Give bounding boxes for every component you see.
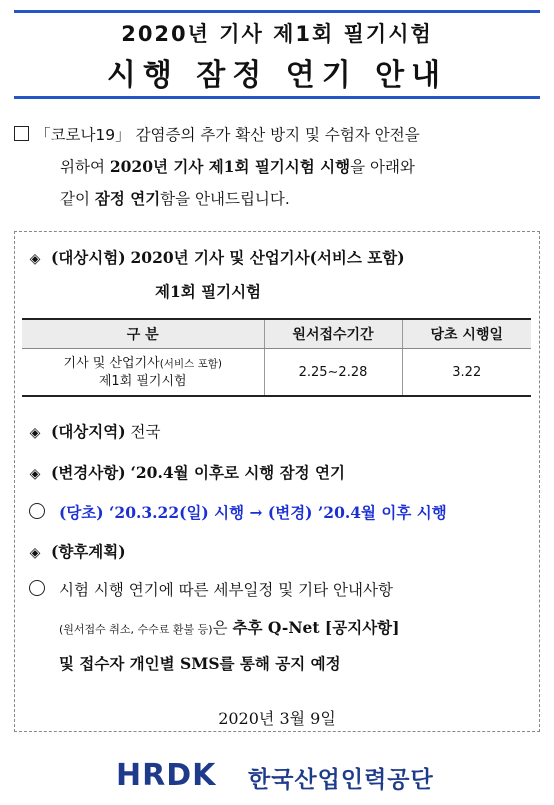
circle-bullet-icon: [29, 503, 45, 519]
plan-item: [27, 540, 126, 562]
table-cell-category: 기사 및 산업기사(서비스 포함) 제1회 필기시험: [22, 349, 264, 397]
document-date: 2020년 3월 9일: [218, 709, 336, 728]
bottom-rule: [14, 96, 540, 99]
target-exam-label: (대상시험): [51, 248, 126, 267]
table-cell-date: 3.22: [402, 349, 531, 397]
table-cell-period: 2.25∼2.28: [264, 349, 402, 397]
table-row: [22, 349, 531, 397]
top-rule: [14, 10, 540, 13]
change-label: (변경사항): [51, 463, 126, 482]
table-header-cell: 구 분: [22, 319, 264, 349]
intro-line-1: 「코로나19」 감염증의 추가 확산 방지 및 수험자 안전을: [35, 126, 420, 144]
target-region-text: 전국: [130, 423, 161, 441]
plan-line-3: 및 접수자 개인별 SMS를 통해 공지 예정: [59, 654, 341, 673]
intro-bold-exam: 2020년 기사 제1회 필기시험 시행: [109, 157, 351, 176]
hrdk-logo: HRDK: [116, 758, 217, 793]
intro-paragraph: 「코로나19」 감염증의 추가 확산 방지 및 수험자 안전을 위하여 2020년 기사 제1회 필기시험 시행을 아래와 같이 잠정 연기함을 안내드립니다.: [14, 119, 540, 215]
title-line-1: 2020년 기사 제1회 필기시험: [121, 22, 433, 46]
change-detail: (당초) ‘20.3.22(일) 시행 → (변경) ’20.4월 이후 시행: [29, 501, 447, 523]
plan-line-1: 시험 시행 연기에 따른 세부일정 및 기타 안내사항: [29, 578, 393, 600]
target-exam-item: [27, 246, 405, 268]
circle-bullet-icon: [29, 580, 45, 596]
change-item: [27, 461, 345, 483]
target-region-label: (대상지역): [51, 422, 126, 441]
target-region-item: [27, 420, 160, 442]
plan-line-2: (원서접수 취소, 수수료 환불 등)은 추후 Q-Net [공지사항]: [59, 618, 400, 637]
table-header-row: [22, 319, 531, 349]
schedule-table: [22, 318, 531, 397]
plan-label: (향후계획): [51, 542, 126, 561]
diamond-bullet-icon: ◈: [29, 425, 41, 441]
diamond-bullet-icon: ◈: [29, 545, 41, 561]
change-text: ‘20.4월 이후로 시행 잠정 연기: [130, 463, 345, 482]
title-line-2: 시행 잠정 연기 안내: [106, 58, 448, 93]
details-panel: [14, 231, 540, 732]
target-exam-text: 2020년 기사 및 산업기사(서비스 포함): [130, 248, 405, 267]
diamond-bullet-icon: ◈: [29, 466, 41, 482]
org-name: 한국산업인력공단: [248, 767, 434, 793]
checkbox-square-icon: [14, 126, 29, 141]
intro-bold-postpone: 잠정 연기: [94, 189, 161, 208]
table-header-cell: 당초 시행일: [402, 319, 531, 349]
target-exam-text-2: 제1회 필기시험: [155, 282, 262, 301]
table-header-cell: 원서접수기간: [264, 319, 402, 349]
footer: [0, 756, 554, 796]
diamond-bullet-icon: ◈: [29, 251, 41, 267]
title-block: [14, 0, 540, 104]
